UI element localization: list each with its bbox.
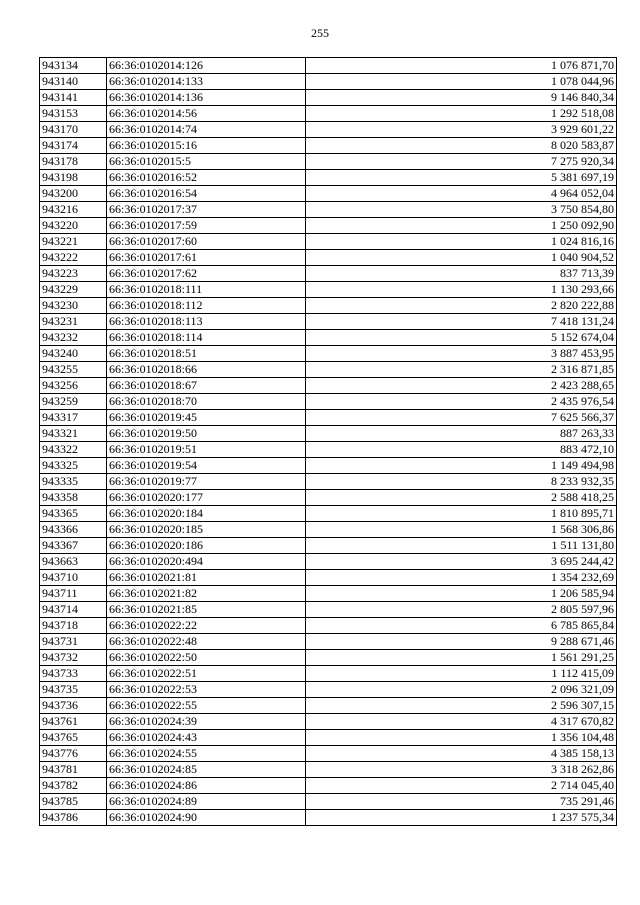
cadastral-number-cell: 66:36:0102016:54 [107,186,306,202]
cadastral-number-cell: 66:36:0102020:186 [107,538,306,554]
table-row [40,794,617,810]
row-number-cell: 943731 [40,634,107,650]
table-row [40,762,617,778]
cadastral-value-cell: 7 625 566,37 [306,410,617,426]
cadastral-number-cell: 66:36:0102022:50 [107,650,306,666]
cadastral-number-cell: 66:36:0102024:85 [107,762,306,778]
cadastral-value-cell: 2 435 976,54 [306,394,617,410]
table-row [40,586,617,602]
cadastral-number-cell: 66:36:0102022:55 [107,698,306,714]
cadastral-number-cell: 66:36:0102022:51 [107,666,306,682]
row-number-cell: 943735 [40,682,107,698]
table-row [40,538,617,554]
page-number: 255 [311,26,329,40]
cadastral-number-cell: 66:36:0102024:55 [107,746,306,762]
row-number-cell: 943325 [40,458,107,474]
row-number-cell: 943718 [40,618,107,634]
table-row [40,426,617,442]
cadastral-value-cell: 883 472,10 [306,442,617,458]
table-row [40,202,617,218]
table-row [40,554,617,570]
table-row [40,298,617,314]
cadastral-value-cell: 1 040 904,52 [306,250,617,266]
cadastral-value-cell: 2 423 288,65 [306,378,617,394]
table-row [40,362,617,378]
table-row [40,618,617,634]
cadastral-value-cell: 4 317 670,82 [306,714,617,730]
table-row [40,746,617,762]
cadastral-number-cell: 66:36:0102019:51 [107,442,306,458]
cadastral-value-cell: 1 149 494,98 [306,458,617,474]
cadastral-value-cell: 2 714 045,40 [306,778,617,794]
table-row [40,810,617,826]
cadastral-number-cell: 66:36:0102024:90 [107,810,306,826]
cadastral-number-cell: 66:36:0102015:5 [107,154,306,170]
row-number-cell: 943240 [40,346,107,362]
row-number-cell: 943663 [40,554,107,570]
cadastral-value-cell: 3 929 601,22 [306,122,617,138]
cadastral-number-cell: 66:36:0102018:114 [107,330,306,346]
cadastral-number-cell: 66:36:0102024:43 [107,730,306,746]
row-number-cell: 943256 [40,378,107,394]
row-number-cell: 943710 [40,570,107,586]
cadastral-number-cell: 66:36:0102014:136 [107,90,306,106]
cadastral-value-cell: 1 354 232,69 [306,570,617,586]
table-row [40,442,617,458]
table-row [40,506,617,522]
cadastral-number-cell: 66:36:0102019:50 [107,426,306,442]
cadastral-value-cell: 1 561 291,25 [306,650,617,666]
table-row [40,522,617,538]
cadastral-value-cell: 1 356 104,48 [306,730,617,746]
row-number-cell: 943732 [40,650,107,666]
table-row [40,714,617,730]
row-number-cell: 943259 [40,394,107,410]
row-number-cell: 943765 [40,730,107,746]
cadastral-value-cell: 2 820 222,88 [306,298,617,314]
table-row [40,698,617,714]
cadastral-value-cell: 837 713,39 [306,266,617,282]
cadastral-value-cell: 1 130 293,66 [306,282,617,298]
cadastral-number-cell: 66:36:0102022:48 [107,634,306,650]
table-row [40,250,617,266]
cadastral-value-cell: 3 750 854,80 [306,202,617,218]
table-row [40,218,617,234]
table-row [40,138,617,154]
cadastral-number-cell: 66:36:0102017:59 [107,218,306,234]
table-row [40,330,617,346]
table-row [40,90,617,106]
cadastral-number-cell: 66:36:0102021:81 [107,570,306,586]
row-number-cell: 943714 [40,602,107,618]
row-number-cell: 943785 [40,794,107,810]
table-row [40,650,617,666]
row-number-cell: 943782 [40,778,107,794]
row-number-cell: 943230 [40,298,107,314]
table-row [40,282,617,298]
cadastral-value-cell: 1 511 131,80 [306,538,617,554]
cadastral-number-cell: 66:36:0102017:62 [107,266,306,282]
table-row [40,154,617,170]
row-number-cell: 943335 [40,474,107,490]
cadastral-value-cell: 2 316 871,85 [306,362,617,378]
row-number-cell: 943776 [40,746,107,762]
row-number-cell: 943358 [40,490,107,506]
cadastral-value-cell: 1 024 816,16 [306,234,617,250]
row-number-cell: 943733 [40,666,107,682]
cadastral-value-cell: 7 275 920,34 [306,154,617,170]
table-row [40,266,617,282]
row-number-cell: 943200 [40,186,107,202]
cadastral-number-cell: 66:36:0102018:111 [107,282,306,298]
row-number-cell: 943178 [40,154,107,170]
cadastral-number-cell: 66:36:0102018:113 [107,314,306,330]
row-number-cell: 943317 [40,410,107,426]
cadastral-number-cell: 66:36:0102020:494 [107,554,306,570]
cadastral-number-cell: 66:36:0102018:51 [107,346,306,362]
cadastral-value-cell: 1 568 306,86 [306,522,617,538]
cadastral-value-cell: 5 152 674,04 [306,330,617,346]
table-row [40,410,617,426]
table-row [40,170,617,186]
table-row [40,58,617,74]
cadastral-value-cell: 8 020 583,87 [306,138,617,154]
table-row [40,602,617,618]
table-row [40,106,617,122]
row-number-cell: 943781 [40,762,107,778]
table-row [40,234,617,250]
row-number-cell: 943365 [40,506,107,522]
row-number-cell: 943322 [40,442,107,458]
cadastral-number-cell: 66:36:0102021:82 [107,586,306,602]
cadastral-number-cell: 66:36:0102018:70 [107,394,306,410]
cadastral-value-cell: 9 146 840,34 [306,90,617,106]
cadastral-value-cell: 1 292 518,08 [306,106,617,122]
row-number-cell: 943786 [40,810,107,826]
cadastral-number-cell: 66:36:0102018:66 [107,362,306,378]
cadastral-number-cell: 66:36:0102014:56 [107,106,306,122]
table-row [40,346,617,362]
cadastral-number-cell: 66:36:0102019:77 [107,474,306,490]
cadastral-value-cell: 8 233 932,35 [306,474,617,490]
cadastral-value-cell: 2 596 307,15 [306,698,617,714]
cadastral-value-cell: 4 964 052,04 [306,186,617,202]
cadastral-value-cell: 1 078 044,96 [306,74,617,90]
cadastral-value-cell: 5 381 697,19 [306,170,617,186]
cadastral-value-cell: 4 385 158,13 [306,746,617,762]
row-number-cell: 943174 [40,138,107,154]
cadastral-number-cell: 66:36:0102019:45 [107,410,306,426]
row-number-cell: 943141 [40,90,107,106]
cadastral-number-cell: 66:36:0102020:177 [107,490,306,506]
row-number-cell: 943221 [40,234,107,250]
cadastral-number-cell: 66:36:0102020:184 [107,506,306,522]
table-row [40,314,617,330]
cadastral-value-cell: 3 695 244,42 [306,554,617,570]
row-number-cell: 943367 [40,538,107,554]
cadastral-number-cell: 66:36:0102015:16 [107,138,306,154]
cadastral-number-cell: 66:36:0102019:54 [107,458,306,474]
cadastral-value-cell: 1 810 895,71 [306,506,617,522]
row-number-cell: 943711 [40,586,107,602]
cadastral-number-cell: 66:36:0102022:53 [107,682,306,698]
row-number-cell: 943321 [40,426,107,442]
table-row [40,490,617,506]
cadastral-number-cell: 66:36:0102024:39 [107,714,306,730]
cadastral-value-cell: 2 588 418,25 [306,490,617,506]
cadastral-number-cell: 66:36:0102017:37 [107,202,306,218]
cadastral-value-cell: 735 291,46 [306,794,617,810]
cadastral-number-cell: 66:36:0102024:89 [107,794,306,810]
table-row [40,394,617,410]
row-number-cell: 943232 [40,330,107,346]
table-row [40,570,617,586]
row-number-cell: 943153 [40,106,107,122]
cadastral-number-cell: 66:36:0102014:133 [107,74,306,90]
cadastral-value-cell: 6 785 865,84 [306,618,617,634]
cadastral-value-cell: 2 805 597,96 [306,602,617,618]
cadastral-value-cell: 9 288 671,46 [306,634,617,650]
cadastral-number-cell: 66:36:0102017:60 [107,234,306,250]
cadastral-number-cell: 66:36:0102017:61 [107,250,306,266]
cadastral-value-cell: 1 206 585,94 [306,586,617,602]
table-row [40,186,617,202]
row-number-cell: 943222 [40,250,107,266]
row-number-cell: 943223 [40,266,107,282]
cadastral-value-cell: 2 096 321,09 [306,682,617,698]
cadastral-value-cell: 887 263,33 [306,426,617,442]
table-row [40,74,617,90]
cadastral-number-cell: 66:36:0102016:52 [107,170,306,186]
row-number-cell: 943736 [40,698,107,714]
row-number-cell: 943140 [40,74,107,90]
cadastral-value-cell: 1 076 871,70 [306,58,617,74]
row-number-cell: 943198 [40,170,107,186]
table-row [40,122,617,138]
row-number-cell: 943366 [40,522,107,538]
cadastral-number-cell: 66:36:0102018:112 [107,298,306,314]
cadastral-value-table [39,57,617,826]
table-row [40,378,617,394]
table-row [40,634,617,650]
row-number-cell: 943170 [40,122,107,138]
table-body [40,58,617,826]
cadastral-value-cell: 1 112 415,09 [306,666,617,682]
table-row [40,666,617,682]
cadastral-number-cell: 66:36:0102018:67 [107,378,306,394]
cadastral-number-cell: 66:36:0102020:185 [107,522,306,538]
cadastral-number-cell: 66:36:0102021:85 [107,602,306,618]
cadastral-value-cell: 1 237 575,34 [306,810,617,826]
cadastral-number-cell: 66:36:0102024:86 [107,778,306,794]
cadastral-number-cell: 66:36:0102014:74 [107,122,306,138]
table-row [40,778,617,794]
row-number-cell: 943134 [40,58,107,74]
cadastral-number-cell: 66:36:0102022:22 [107,618,306,634]
row-number-cell: 943231 [40,314,107,330]
row-number-cell: 943229 [40,282,107,298]
cadastral-value-cell: 7 418 131,24 [306,314,617,330]
table-row [40,682,617,698]
cadastral-value-cell: 3 887 453,95 [306,346,617,362]
cadastral-value-cell: 1 250 092,90 [306,218,617,234]
row-number-cell: 943216 [40,202,107,218]
table-row [40,474,617,490]
row-number-cell: 943220 [40,218,107,234]
table-row [40,730,617,746]
row-number-cell: 943761 [40,714,107,730]
cadastral-value-cell: 3 318 262,86 [306,762,617,778]
cadastral-number-cell: 66:36:0102014:126 [107,58,306,74]
row-number-cell: 943255 [40,362,107,378]
table-row [40,458,617,474]
